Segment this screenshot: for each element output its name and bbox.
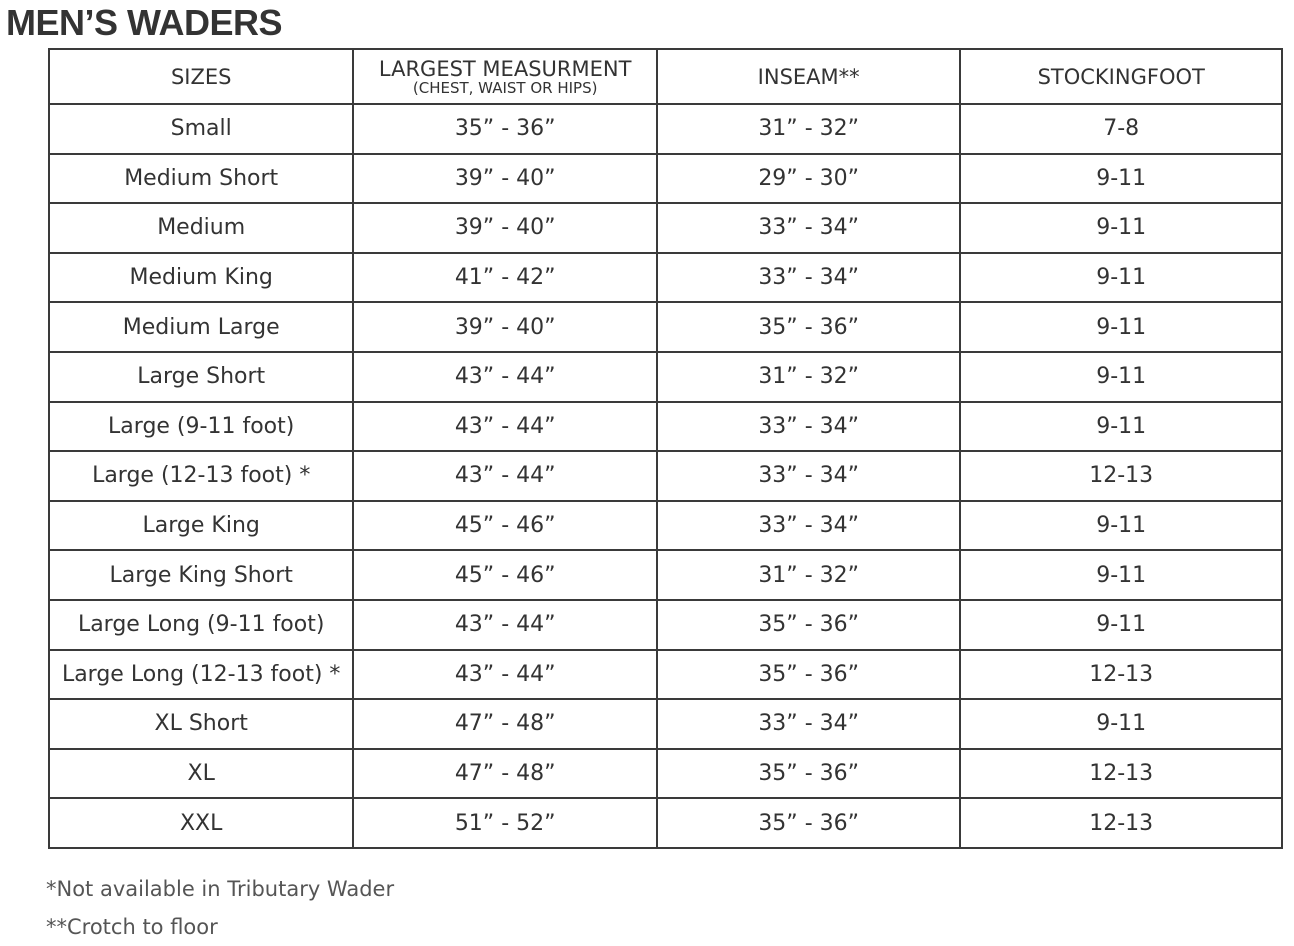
header-sizes: SIZES <box>49 49 353 104</box>
cell-inseam: 33” - 34” <box>657 699 960 749</box>
cell-inseam: 29” - 30” <box>657 154 960 204</box>
cell-stockingfoot: 9-11 <box>960 699 1282 749</box>
cell-stockingfoot: 9-11 <box>960 352 1282 402</box>
header-largest-sublabel: (CHEST, WAIST OR HIPS) <box>412 78 598 97</box>
table-row <box>49 154 1282 204</box>
cell-largest-measurement: 45” - 46” <box>353 550 657 600</box>
cell-stockingfoot: 9-11 <box>960 600 1282 650</box>
cell-largest-measurement: 47” - 48” <box>353 749 657 799</box>
cell-size: Large (12-13 foot) * <box>49 451 353 501</box>
table-row <box>49 302 1282 352</box>
cell-size: XL Short <box>49 699 353 749</box>
table-row <box>49 104 1282 154</box>
cell-inseam: 35” - 36” <box>657 302 960 352</box>
cell-inseam: 33” - 34” <box>657 501 960 551</box>
cell-largest-measurement: 47” - 48” <box>353 699 657 749</box>
cell-largest-measurement: 51” - 52” <box>353 798 657 848</box>
cell-stockingfoot: 12-13 <box>960 749 1282 799</box>
cell-stockingfoot: 12-13 <box>960 451 1282 501</box>
cell-size: Large King <box>49 501 353 551</box>
cell-size: XL <box>49 749 353 799</box>
cell-size: Medium King <box>49 253 353 303</box>
header-inseam: INSEAM** <box>657 49 960 104</box>
cell-inseam: 31” - 32” <box>657 550 960 600</box>
cell-largest-measurement: 43” - 44” <box>353 600 657 650</box>
cell-largest-measurement: 45” - 46” <box>353 501 657 551</box>
cell-inseam: 33” - 34” <box>657 253 960 303</box>
cell-inseam: 33” - 34” <box>657 203 960 253</box>
cell-stockingfoot: 7-8 <box>960 104 1282 154</box>
table-row <box>49 352 1282 402</box>
cell-inseam: 31” - 32” <box>657 352 960 402</box>
cell-largest-measurement: 43” - 44” <box>353 352 657 402</box>
cell-inseam: 31” - 32” <box>657 104 960 154</box>
cell-largest-measurement: 43” - 44” <box>353 402 657 452</box>
cell-stockingfoot: 12-13 <box>960 650 1282 700</box>
table-row <box>49 501 1282 551</box>
header-largest-label: LARGEST MEASURMENT <box>378 56 632 81</box>
cell-largest-measurement: 39” - 40” <box>353 154 657 204</box>
cell-inseam: 35” - 36” <box>657 650 960 700</box>
cell-stockingfoot: 9-11 <box>960 501 1282 551</box>
page-title: MEN’S WADERS <box>6 2 283 43</box>
cell-size: Large (9-11 foot) <box>49 402 353 452</box>
table-row <box>49 451 1282 501</box>
header-row <box>49 49 1282 104</box>
cell-stockingfoot: 9-11 <box>960 154 1282 204</box>
cell-largest-measurement: 43” - 44” <box>353 451 657 501</box>
table-row <box>49 600 1282 650</box>
header-largest-measurement <box>353 49 657 104</box>
size-chart-table <box>48 48 1283 849</box>
cell-largest-measurement: 41” - 42” <box>353 253 657 303</box>
cell-stockingfoot: 12-13 <box>960 798 1282 848</box>
table-row <box>49 798 1282 848</box>
cell-stockingfoot: 9-11 <box>960 302 1282 352</box>
footnote-not-available: *Not available in Tributary Wader <box>46 877 395 901</box>
header-stockingfoot: STOCKINGFOOT <box>960 49 1282 104</box>
cell-size: Large Short <box>49 352 353 402</box>
cell-stockingfoot: 9-11 <box>960 402 1282 452</box>
cell-size: Medium <box>49 203 353 253</box>
table-row <box>49 550 1282 600</box>
table-row <box>49 749 1282 799</box>
cell-size: Large King Short <box>49 550 353 600</box>
table-row <box>49 699 1282 749</box>
cell-size: Large Long (9-11 foot) <box>49 600 353 650</box>
cell-inseam: 35” - 36” <box>657 798 960 848</box>
cell-stockingfoot: 9-11 <box>960 550 1282 600</box>
cell-largest-measurement: 35” - 36” <box>353 104 657 154</box>
cell-size: Medium Short <box>49 154 353 204</box>
table-row <box>49 203 1282 253</box>
cell-largest-measurement: 39” - 40” <box>353 203 657 253</box>
footnote-crotch-to-floor: **Crotch to floor <box>46 915 218 939</box>
cell-inseam: 35” - 36” <box>657 749 960 799</box>
table-row <box>49 402 1282 452</box>
cell-largest-measurement: 39” - 40” <box>353 302 657 352</box>
cell-largest-measurement: 43” - 44” <box>353 650 657 700</box>
cell-size: Small <box>49 104 353 154</box>
cell-inseam: 33” - 34” <box>657 402 960 452</box>
table-body <box>49 104 1282 848</box>
cell-inseam: 35” - 36” <box>657 600 960 650</box>
cell-inseam: 33” - 34” <box>657 451 960 501</box>
cell-size: XXL <box>49 798 353 848</box>
table-row <box>49 650 1282 700</box>
cell-size: Large Long (12-13 foot) * <box>49 650 353 700</box>
table-row <box>49 253 1282 303</box>
cell-stockingfoot: 9-11 <box>960 203 1282 253</box>
cell-size: Medium Large <box>49 302 353 352</box>
cell-stockingfoot: 9-11 <box>960 253 1282 303</box>
